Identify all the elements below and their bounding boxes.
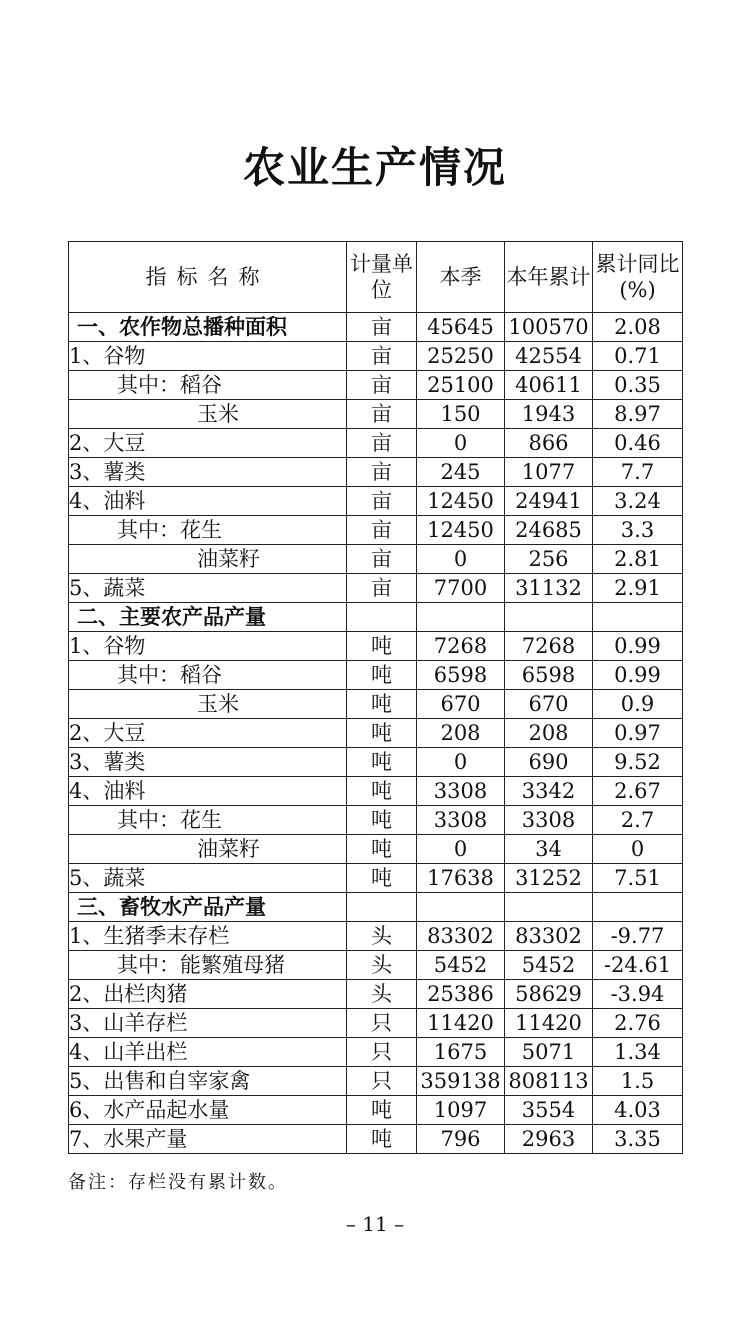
ytd-value-cell: 2963 xyxy=(505,1125,593,1154)
quarter-value-cell: 12450 xyxy=(417,487,505,516)
yoy-percent-cell: 2.7 xyxy=(593,806,683,835)
ytd-value-cell: 40611 xyxy=(505,371,593,400)
ytd-value-cell: 690 xyxy=(505,748,593,777)
table-row xyxy=(69,487,683,516)
yoy-percent-cell: -3.94 xyxy=(593,980,683,1009)
table-row xyxy=(69,1067,683,1096)
table-row xyxy=(69,516,683,545)
quarter-value-cell: 45645 xyxy=(417,313,505,342)
indicator-name-cell: 1、生猪季末存栏 xyxy=(69,922,347,951)
quarter-value-cell xyxy=(417,603,505,632)
quarter-value-cell: 3308 xyxy=(417,777,505,806)
table-row xyxy=(69,980,683,1009)
quarter-value-cell: 1675 xyxy=(417,1038,505,1067)
indicator-name-cell: 其中：花生 xyxy=(69,516,347,545)
footnote: 备注：存栏没有累计数。 xyxy=(68,1172,288,1193)
indicator-name-cell: 二、主要农产品产量 xyxy=(69,603,347,632)
unit-cell: 吨 xyxy=(347,719,417,748)
table-row xyxy=(69,545,683,574)
table-row xyxy=(69,574,683,603)
header-ytd: 本年累计 xyxy=(505,242,593,313)
quarter-value-cell: 25100 xyxy=(417,371,505,400)
ytd-value-cell: 100570 xyxy=(505,313,593,342)
quarter-value-cell: 0 xyxy=(417,835,505,864)
indicator-name-cell: 三、畜牧水产品产量 xyxy=(69,893,347,922)
unit-cell: 亩 xyxy=(347,313,417,342)
ytd-value-cell: 256 xyxy=(505,545,593,574)
ytd-value-cell: 7268 xyxy=(505,632,593,661)
indicator-name-cell: 油菜籽 xyxy=(69,545,347,574)
quarter-value-cell: 5452 xyxy=(417,951,505,980)
yoy-percent-cell: -9.77 xyxy=(593,922,683,951)
ytd-value-cell: 31252 xyxy=(505,864,593,893)
indicator-name-cell: 1、谷物 xyxy=(69,342,347,371)
yoy-percent-cell xyxy=(593,603,683,632)
indicator-name-cell: 4、油料 xyxy=(69,487,347,516)
yoy-percent-cell: 0.71 xyxy=(593,342,683,371)
ytd-value-cell: 3342 xyxy=(505,777,593,806)
indicator-name-cell: 2、大豆 xyxy=(69,429,347,458)
yoy-percent-cell: 0.9 xyxy=(593,690,683,719)
indicator-name-cell: 其中：花生 xyxy=(69,806,347,835)
yoy-percent-cell: 3.24 xyxy=(593,487,683,516)
quarter-value-cell: 6598 xyxy=(417,661,505,690)
unit-cell: 吨 xyxy=(347,777,417,806)
yoy-percent-cell: 0.99 xyxy=(593,632,683,661)
ytd-value-cell: 208 xyxy=(505,719,593,748)
ytd-value-cell: 1077 xyxy=(505,458,593,487)
ytd-value-cell: 11420 xyxy=(505,1009,593,1038)
ytd-value-cell: 670 xyxy=(505,690,593,719)
ytd-value-cell xyxy=(505,603,593,632)
unit-cell xyxy=(347,893,417,922)
table-row xyxy=(69,777,683,806)
unit-cell: 亩 xyxy=(347,574,417,603)
ytd-value-cell: 1943 xyxy=(505,400,593,429)
yoy-percent-cell: 0 xyxy=(593,835,683,864)
unit-cell: 吨 xyxy=(347,661,417,690)
table-row xyxy=(69,458,683,487)
quarter-value-cell: 796 xyxy=(417,1125,505,1154)
indicator-name-cell: 3、山羊存栏 xyxy=(69,1009,347,1038)
yoy-percent-cell: 2.76 xyxy=(593,1009,683,1038)
yoy-percent-cell: 1.34 xyxy=(593,1038,683,1067)
unit-cell: 亩 xyxy=(347,429,417,458)
quarter-value-cell: 245 xyxy=(417,458,505,487)
yoy-percent-cell: 1.5 xyxy=(593,1067,683,1096)
unit-cell: 头 xyxy=(347,922,417,951)
yoy-percent-cell: 3.35 xyxy=(593,1125,683,1154)
ytd-value-cell: 42554 xyxy=(505,342,593,371)
header-quarter: 本季 xyxy=(417,242,505,313)
unit-cell: 吨 xyxy=(347,690,417,719)
indicator-name-cell: 5、蔬菜 xyxy=(69,864,347,893)
unit-cell xyxy=(347,603,417,632)
table-row xyxy=(69,951,683,980)
indicator-name-cell: 一、农作物总播种面积 xyxy=(69,313,347,342)
indicator-name-cell: 2、大豆 xyxy=(69,719,347,748)
yoy-percent-cell xyxy=(593,893,683,922)
ytd-value-cell: 5452 xyxy=(505,951,593,980)
indicator-name-cell: 油菜籽 xyxy=(69,835,347,864)
indicator-name-cell: 玉米 xyxy=(69,400,347,429)
unit-cell: 吨 xyxy=(347,1096,417,1125)
indicator-name-cell: 其中：稻谷 xyxy=(69,661,347,690)
ytd-value-cell: 83302 xyxy=(505,922,593,951)
quarter-value-cell: 3308 xyxy=(417,806,505,835)
indicator-name-cell: 4、油料 xyxy=(69,777,347,806)
yoy-percent-cell: 7.7 xyxy=(593,458,683,487)
indicator-name-cell: 3、薯类 xyxy=(69,458,347,487)
unit-cell: 亩 xyxy=(347,545,417,574)
yoy-percent-cell: 3.3 xyxy=(593,516,683,545)
page-number: – 11 – xyxy=(345,1212,405,1236)
header-unit: 计量单位 xyxy=(347,242,417,313)
indicator-name-cell: 玉米 xyxy=(69,690,347,719)
quarter-value-cell: 7700 xyxy=(417,574,505,603)
indicator-name-cell: 6、水产品起水量 xyxy=(69,1096,347,1125)
table-row xyxy=(69,429,683,458)
unit-cell: 亩 xyxy=(347,458,417,487)
indicator-name-cell: 2、出栏肉猪 xyxy=(69,980,347,1009)
ytd-value-cell: 3554 xyxy=(505,1096,593,1125)
quarter-value-cell xyxy=(417,893,505,922)
unit-cell: 头 xyxy=(347,980,417,1009)
yoy-percent-cell: 0.46 xyxy=(593,429,683,458)
yoy-percent-cell: 7.51 xyxy=(593,864,683,893)
ytd-value-cell: 3308 xyxy=(505,806,593,835)
quarter-value-cell: 359138 xyxy=(417,1067,505,1096)
ytd-value-cell: 31132 xyxy=(505,574,593,603)
ytd-value-cell: 24941 xyxy=(505,487,593,516)
table-row xyxy=(69,690,683,719)
table-row xyxy=(69,1096,683,1125)
unit-cell: 只 xyxy=(347,1009,417,1038)
unit-cell: 吨 xyxy=(347,1125,417,1154)
indicator-name-cell: 5、出售和自宰家禽 xyxy=(69,1067,347,1096)
indicator-name-cell: 1、谷物 xyxy=(69,632,347,661)
yoy-percent-cell: 8.97 xyxy=(593,400,683,429)
unit-cell: 吨 xyxy=(347,632,417,661)
quarter-value-cell: 17638 xyxy=(417,864,505,893)
table-row xyxy=(69,806,683,835)
yoy-percent-cell: 4.03 xyxy=(593,1096,683,1125)
yoy-percent-cell: 9.52 xyxy=(593,748,683,777)
quarter-value-cell: 208 xyxy=(417,719,505,748)
ytd-value-cell: 866 xyxy=(505,429,593,458)
table-row xyxy=(69,893,683,922)
table-header-row xyxy=(69,242,683,313)
yoy-percent-cell: 2.91 xyxy=(593,574,683,603)
unit-cell: 亩 xyxy=(347,400,417,429)
table-row xyxy=(69,835,683,864)
table-row xyxy=(69,748,683,777)
page-title: 农业生产情况 xyxy=(242,143,507,192)
yoy-percent-cell: 2.08 xyxy=(593,313,683,342)
indicator-name-cell: 其中：稻谷 xyxy=(69,371,347,400)
agriculture-table xyxy=(68,241,683,1154)
quarter-value-cell: 670 xyxy=(417,690,505,719)
ytd-value-cell: 34 xyxy=(505,835,593,864)
table-row xyxy=(69,1125,683,1154)
quarter-value-cell: 12450 xyxy=(417,516,505,545)
ytd-value-cell: 58629 xyxy=(505,980,593,1009)
yoy-percent-cell: 2.81 xyxy=(593,545,683,574)
table-body xyxy=(69,313,683,1154)
table-row xyxy=(69,922,683,951)
table-row xyxy=(69,400,683,429)
unit-cell: 亩 xyxy=(347,516,417,545)
ytd-value-cell: 808113 xyxy=(505,1067,593,1096)
ytd-value-cell: 6598 xyxy=(505,661,593,690)
indicator-name-cell: 其中：能繁殖母猪 xyxy=(69,951,347,980)
quarter-value-cell: 25386 xyxy=(417,980,505,1009)
unit-cell: 头 xyxy=(347,951,417,980)
ytd-value-cell: 5071 xyxy=(505,1038,593,1067)
quarter-value-cell: 0 xyxy=(417,748,505,777)
table-row xyxy=(69,342,683,371)
indicator-name-cell: 3、薯类 xyxy=(69,748,347,777)
header-indicator-name: 指标名称 xyxy=(69,242,347,313)
quarter-value-cell: 83302 xyxy=(417,922,505,951)
yoy-percent-cell: -24.61 xyxy=(593,951,683,980)
table-row xyxy=(69,719,683,748)
quarter-value-cell: 0 xyxy=(417,545,505,574)
unit-cell: 吨 xyxy=(347,748,417,777)
quarter-value-cell: 7268 xyxy=(417,632,505,661)
yoy-percent-cell: 0.99 xyxy=(593,661,683,690)
table-row xyxy=(69,313,683,342)
unit-cell: 只 xyxy=(347,1038,417,1067)
table-row xyxy=(69,1009,683,1038)
quarter-value-cell: 25250 xyxy=(417,342,505,371)
table-row xyxy=(69,371,683,400)
ytd-value-cell: 24685 xyxy=(505,516,593,545)
indicator-name-cell: 5、蔬菜 xyxy=(69,574,347,603)
yoy-percent-cell: 2.67 xyxy=(593,777,683,806)
quarter-value-cell: 1097 xyxy=(417,1096,505,1125)
indicator-name-cell: 7、水果产量 xyxy=(69,1125,347,1154)
table-row xyxy=(69,632,683,661)
unit-cell: 亩 xyxy=(347,371,417,400)
quarter-value-cell: 0 xyxy=(417,429,505,458)
unit-cell: 吨 xyxy=(347,806,417,835)
unit-cell: 亩 xyxy=(347,342,417,371)
table-row xyxy=(69,603,683,632)
table-row xyxy=(69,864,683,893)
header-yoy: 累计同比(%) xyxy=(593,242,683,313)
unit-cell: 亩 xyxy=(347,487,417,516)
table-row xyxy=(69,1038,683,1067)
quarter-value-cell: 150 xyxy=(417,400,505,429)
unit-cell: 只 xyxy=(347,1067,417,1096)
quarter-value-cell: 11420 xyxy=(417,1009,505,1038)
unit-cell: 吨 xyxy=(347,864,417,893)
ytd-value-cell xyxy=(505,893,593,922)
unit-cell: 吨 xyxy=(347,835,417,864)
indicator-name-cell: 4、山羊出栏 xyxy=(69,1038,347,1067)
yoy-percent-cell: 0.35 xyxy=(593,371,683,400)
table-row xyxy=(69,661,683,690)
yoy-percent-cell: 0.97 xyxy=(593,719,683,748)
